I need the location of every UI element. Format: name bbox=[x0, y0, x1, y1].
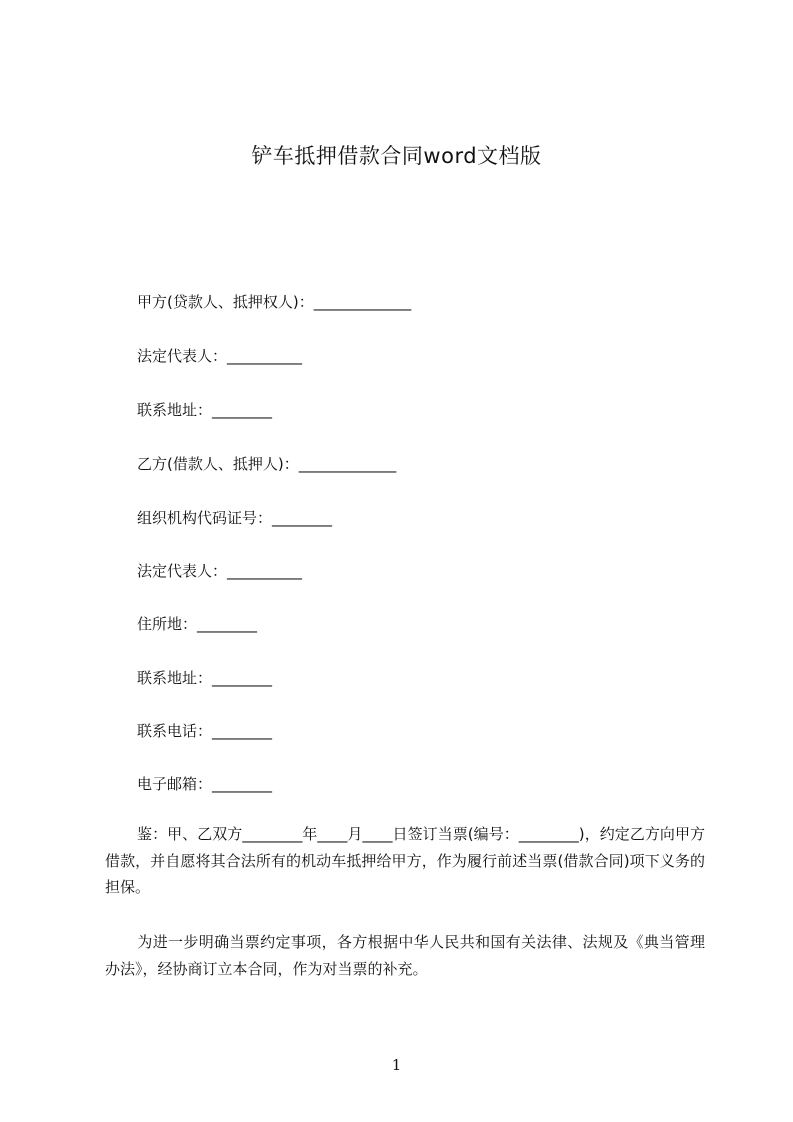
borrower-legal-representative-field: 法定代表人：__________ bbox=[137, 562, 303, 580]
purpose-paragraph-text: 为进一步明确当票约定事项，各方根据中华人民共和国有关法律、法规及《典当管理办法》，经协商订立本合同，作为对当票的补充。 bbox=[105, 933, 705, 978]
borrower-contact-address-field: 联系地址：________ bbox=[137, 669, 273, 687]
email-field: 电子邮箱：________ bbox=[137, 775, 273, 793]
page-number: 1 bbox=[391, 1056, 402, 1074]
borrower-field: 乙方(借款人、抵押人)：_____________ bbox=[137, 455, 397, 473]
contact-phone-field: 联系电话：________ bbox=[137, 722, 273, 740]
purpose-paragraph bbox=[105, 929, 705, 982]
recital-paragraph-text: 鉴：甲、乙双方________年____月____日签订当票(编号：________)，约定乙方向甲方借款，并自愿将其合法所有的机动车抵押给甲方，作为履行前述当票(借款合同)项下义务的担保。 bbox=[105, 825, 705, 896]
organization-code-field: 组织机构代码证号：________ bbox=[137, 509, 333, 527]
domicile-field: 住所地：________ bbox=[137, 615, 258, 633]
document-title: 铲车抵押借款合同word文档版 bbox=[251, 144, 542, 168]
lender-contact-address-field: 联系地址：________ bbox=[137, 401, 273, 419]
lender-field: 甲方(贷款人、抵押权人)：_____________ bbox=[137, 293, 412, 311]
lender-legal-representative-field: 法定代表人：__________ bbox=[137, 347, 303, 365]
recital-paragraph bbox=[105, 821, 705, 901]
